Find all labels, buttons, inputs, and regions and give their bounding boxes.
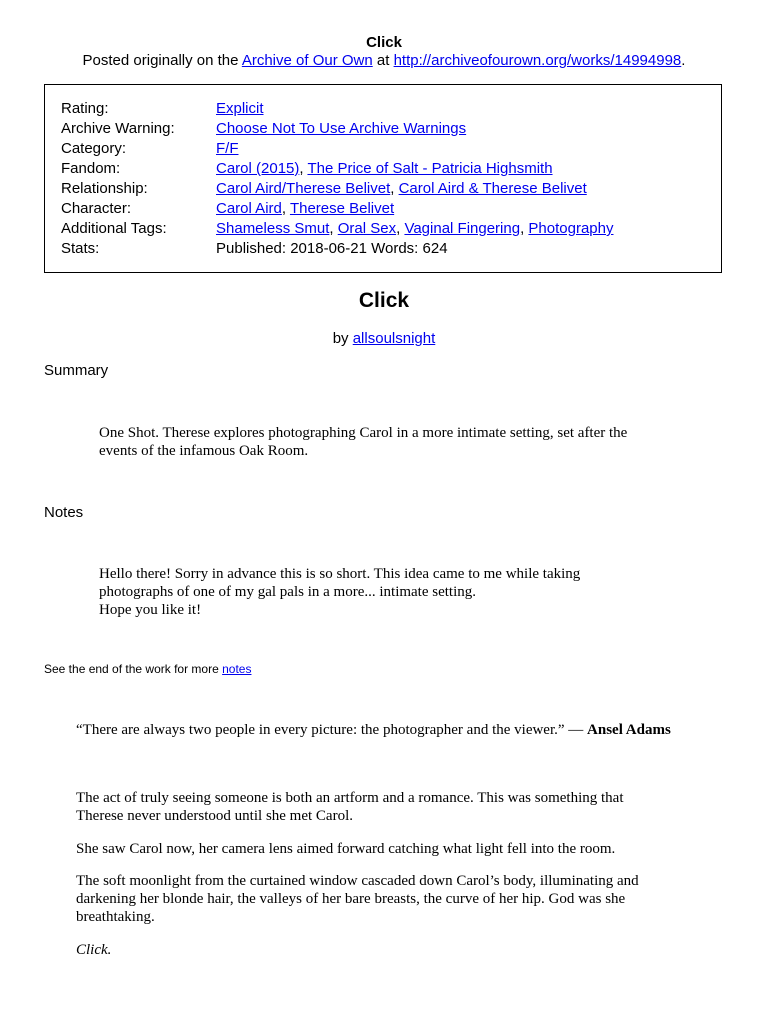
character-row (45, 200, 721, 220)
period: . (681, 52, 686, 69)
separator: , (299, 160, 308, 177)
tags-value (216, 220, 614, 237)
relationship-value (216, 180, 587, 197)
paragraph-line: Therese never understood until she met Carol. (76, 808, 354, 824)
fandom-link[interactable]: Carol (2015) (216, 160, 300, 177)
paragraph-line: The soft moonlight from the curtained window cascaded down Carol’s body, illuminating and (76, 873, 639, 889)
warning-row (45, 120, 721, 140)
author-link[interactable]: allsoulsnight (352, 330, 436, 347)
summary-line: events of the infamous Oak Room. (99, 443, 309, 459)
fandom-link[interactable]: The Price of Salt - Patricia Highsmith (307, 160, 553, 177)
character-link[interactable]: Therese Belivet (289, 200, 395, 217)
work-metadata-box (44, 84, 722, 273)
warning-link[interactable]: Choose Not To Use Archive Warnings (216, 120, 467, 137)
category-link[interactable]: F/F (216, 140, 239, 157)
fandom-value (216, 160, 553, 177)
separator: , (390, 180, 399, 197)
tag-link[interactable]: Oral Sex (337, 220, 397, 237)
notes-line: photographs of one of my gal pals in a more... intimate setting. (99, 584, 477, 600)
paragraph-line: darkening her blonde hair, the valleys of her bare breasts, the curve of her hip. God was she (76, 891, 626, 907)
archive-link[interactable]: Archive of Our Own (241, 52, 373, 69)
paragraph-line: breathtaking. (76, 909, 155, 925)
separator: , (396, 220, 405, 237)
relationship-row (45, 180, 721, 200)
notes-line: Hope you like it! (99, 602, 202, 618)
rating-link[interactable]: Explicit (216, 100, 264, 117)
end-notes-text: See the end of the work for more (44, 662, 223, 676)
byline (0, 330, 768, 347)
character-value (216, 200, 394, 217)
tag-link[interactable]: Photography (528, 220, 614, 237)
work-url-link[interactable]: http://archiveofourown.org/works/14994998 (393, 52, 682, 69)
tags-label: Additional Tags: (61, 220, 167, 237)
rating-row (45, 100, 721, 120)
summary-line: One Shot. Therese explores photographing Carol in a more intimate setting, set after the (99, 425, 628, 441)
by-text: by (332, 330, 353, 347)
posted-prefix: Posted originally on the (82, 52, 242, 69)
tags-row (45, 220, 721, 240)
posted-originally-line (0, 52, 768, 69)
summary-heading: Summary (44, 362, 109, 379)
relationship-label: Relationship: (61, 180, 148, 197)
notes-text (99, 565, 580, 619)
body-paragraph-2: She saw Carol now, her camera lens aimed forward catching what light fell into the room. (76, 841, 616, 857)
work-title: Click (358, 289, 410, 312)
at-text: at (372, 52, 394, 69)
notes-heading: Notes (44, 504, 84, 521)
notes-line: Hello there! Sorry in advance this is so short. This idea came to me while taking (99, 566, 581, 582)
relationship-link[interactable]: Carol Aird/Therese Belivet (216, 180, 391, 197)
category-row (45, 140, 721, 160)
fandom-label: Fandom: (61, 160, 121, 177)
separator: , (329, 220, 338, 237)
separator: , (520, 220, 529, 237)
body-paragraph-3 (76, 872, 639, 926)
document-header-title: Click (366, 34, 402, 51)
tag-link[interactable]: Shameless Smut (216, 220, 330, 237)
epigraph-author: Ansel Adams (587, 722, 671, 738)
body-paragraph-1 (76, 789, 624, 825)
stats-row (45, 240, 721, 260)
separator: , (281, 200, 290, 217)
character-link[interactable]: Carol Aird (216, 200, 282, 217)
epigraph (76, 721, 671, 739)
summary-text (99, 424, 627, 460)
fandom-row (45, 160, 721, 180)
warning-label: Archive Warning: (61, 120, 175, 137)
body-paragraph-4: Click. (76, 942, 112, 958)
rating-label: Rating: (61, 100, 109, 117)
paragraph-line: The act of truly seeing someone is both an artform and a romance. This was something that (76, 790, 624, 806)
category-label: Category: (61, 140, 127, 157)
tag-link[interactable]: Vaginal Fingering (404, 220, 521, 237)
stats-label: Stats: (61, 240, 100, 257)
stats-value: Published: 2018-06-21 Words: 624 (216, 240, 448, 257)
end-notes-link[interactable]: notes (222, 662, 252, 676)
epigraph-quote: “There are always two people in every picture: the photographer and the viewer.” — (76, 722, 588, 738)
character-label: Character: (61, 200, 132, 217)
end-notes-pointer (44, 662, 251, 676)
warning-value (216, 120, 466, 137)
rating-value (216, 100, 264, 117)
category-value (216, 140, 239, 157)
relationship-link[interactable]: Carol Aird & Therese Belivet (398, 180, 587, 197)
